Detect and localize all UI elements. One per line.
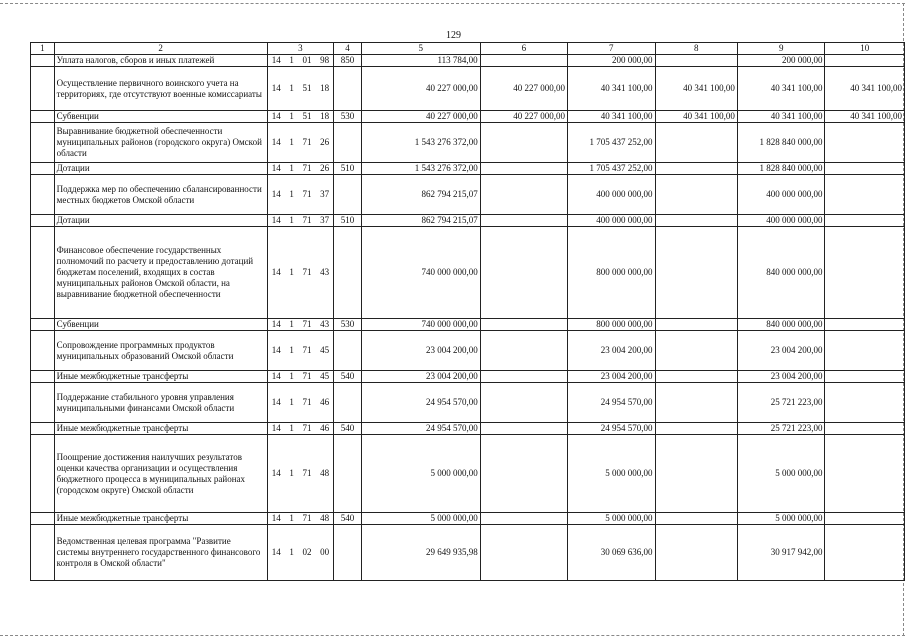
budget-code-part: 14: [271, 319, 281, 329]
budget-code-part: 1: [289, 371, 294, 381]
amount-cell: 40 341 100,00: [737, 67, 825, 111]
column-number-header: 8: [655, 43, 737, 55]
table-row: [31, 371, 905, 383]
budget-code-part: 1: [289, 111, 294, 121]
row-index-cell: [31, 123, 55, 163]
budget-code-part: 14: [271, 215, 281, 225]
budget-code-part: 14: [271, 371, 281, 381]
amount-cell: 1 543 276 372,00: [361, 123, 480, 163]
budget-code-part: 14: [271, 468, 281, 478]
budget-code-part: 71: [302, 468, 312, 478]
budget-code: [270, 137, 331, 148]
budget-code-part: 1: [289, 163, 294, 173]
amount-cell: [825, 423, 905, 435]
budget-code-cell: [267, 513, 333, 525]
table-row: [31, 163, 905, 175]
budget-code-cell: [267, 111, 333, 123]
budget-code-part: 71: [302, 319, 312, 329]
row-name-cell: Выравнивание бюджетной обеспеченности муниципальных районов (городского округа) Омской области: [54, 123, 267, 163]
row-name-cell: Субвенции: [54, 319, 267, 331]
amount-cell: 30 069 636,00: [567, 525, 655, 581]
amount-cell: [655, 55, 737, 67]
budget-code-cell: [267, 435, 333, 513]
amount-cell: [825, 525, 905, 581]
budget-code: [270, 397, 331, 408]
column-number-header: 7: [567, 43, 655, 55]
amount-cell: [655, 371, 737, 383]
budget-code-part: 71: [302, 163, 312, 173]
row-name-cell: Иные межбюджетные трансферты: [54, 423, 267, 435]
amount-cell: [825, 331, 905, 371]
budget-code: [270, 513, 331, 524]
amount-cell: 1 705 437 252,00: [567, 163, 655, 175]
budget-code-part: 02: [302, 547, 312, 557]
budget-code-part: 14: [271, 137, 281, 147]
amount-cell: [825, 163, 905, 175]
row-name-cell: Ведомственная целевая программа "Развитие системы внутреннего государственного финансового контроля в Омской области": [54, 525, 267, 581]
budget-code-part: 14: [271, 267, 281, 277]
budget-code-part: 71: [302, 371, 312, 381]
budget-code-part: 1: [289, 547, 294, 557]
amount-cell: 40 341 100,00: [825, 67, 905, 111]
row-index-cell: [31, 513, 55, 525]
budget-code: [270, 371, 331, 382]
amount-cell: 40 341 100,00: [655, 111, 737, 123]
column-number-header: 2: [54, 43, 267, 55]
row-name-cell: Субвенции: [54, 111, 267, 123]
budget-code: [270, 215, 331, 226]
amount-cell: 23 004 200,00: [361, 331, 480, 371]
amount-cell: 40 227 000,00: [480, 111, 567, 123]
budget-code-part: 71: [302, 215, 312, 225]
amount-cell: 840 000 000,00: [737, 319, 825, 331]
budget-code-part: 43: [320, 267, 330, 277]
amount-cell: [655, 525, 737, 581]
amount-cell: 24 954 570,00: [567, 383, 655, 423]
amount-cell: 5 000 000,00: [567, 435, 655, 513]
budget-code-part: 18: [320, 83, 330, 93]
budget-code: [270, 468, 331, 479]
amount-cell: 1 828 840 000,00: [737, 163, 825, 175]
amount-cell: 40 227 000,00: [361, 111, 480, 123]
row-name-cell: Поддержка мер по обеспечению сбалансированности местных бюджетов Омской области: [54, 175, 267, 215]
expense-type-cell: [334, 435, 362, 513]
page-number: 129: [446, 30, 461, 41]
amount-cell: [655, 383, 737, 423]
amount-cell: 23 004 200,00: [737, 331, 825, 371]
budget-code-part: 43: [320, 319, 330, 329]
amount-cell: [480, 123, 567, 163]
amount-cell: 740 000 000,00: [361, 319, 480, 331]
budget-code-part: 37: [320, 215, 330, 225]
budget-code-part: 1: [289, 423, 294, 433]
scan-edge-top: [0, 3, 905, 4]
row-index-cell: [31, 319, 55, 331]
budget-code-cell: [267, 371, 333, 383]
table-row: [31, 227, 905, 319]
budget-code-part: 71: [302, 345, 312, 355]
row-index-cell: [31, 423, 55, 435]
amount-cell: [655, 513, 737, 525]
expense-type-cell: 850: [334, 55, 362, 67]
amount-cell: [825, 215, 905, 227]
amount-cell: [655, 215, 737, 227]
row-name-cell: Поддержание стабильного уровня управления муниципальными финансами Омской области: [54, 383, 267, 423]
amount-cell: 862 794 215,07: [361, 175, 480, 215]
amount-cell: 40 227 000,00: [480, 67, 567, 111]
budget-code-part: 26: [320, 163, 330, 173]
amount-cell: [480, 525, 567, 581]
amount-cell: [480, 371, 567, 383]
budget-code-cell: [267, 67, 333, 111]
budget-code-part: 1: [289, 55, 294, 65]
budget-code-part: 1: [289, 137, 294, 147]
row-name-cell: Иные межбюджетные трансферты: [54, 371, 267, 383]
amount-cell: [825, 319, 905, 331]
amount-cell: 40 341 100,00: [737, 111, 825, 123]
amount-cell: [480, 331, 567, 371]
table-row: [31, 423, 905, 435]
table-row: [31, 525, 905, 581]
expense-type-cell: [334, 175, 362, 215]
budget-code-cell: [267, 423, 333, 435]
amount-cell: 400 000 000,00: [567, 175, 655, 215]
budget-code-part: 14: [271, 189, 281, 199]
table-row: [31, 175, 905, 215]
budget-code-part: 45: [320, 345, 330, 355]
amount-cell: 5 000 000,00: [361, 513, 480, 525]
budget-code: [270, 163, 331, 174]
amount-cell: [825, 513, 905, 525]
expense-type-cell: [334, 227, 362, 319]
budget-code: [270, 83, 331, 94]
row-name-cell: Осуществление первичного воинского учета на территориях, где отсутствуют военные комиссариаты: [54, 67, 267, 111]
budget-code-part: 71: [302, 137, 312, 147]
expense-type-cell: 530: [334, 111, 362, 123]
amount-cell: [480, 423, 567, 435]
row-name-cell: Уплата налогов, сборов и иных платежей: [54, 55, 267, 67]
budget-code-cell: [267, 331, 333, 371]
amount-cell: 400 000 000,00: [737, 175, 825, 215]
budget-code-part: 14: [271, 55, 281, 65]
column-number-header: 6: [480, 43, 567, 55]
amount-cell: 40 341 100,00: [567, 67, 655, 111]
amount-cell: 200 000,00: [737, 55, 825, 67]
budget-code-part: 1: [289, 397, 294, 407]
budget-code-cell: [267, 163, 333, 175]
amount-cell: 5 000 000,00: [737, 513, 825, 525]
row-name-cell: Сопровождение программных продуктов муниципальных образований Омской области: [54, 331, 267, 371]
amount-cell: [655, 423, 737, 435]
amount-cell: 5 000 000,00: [361, 435, 480, 513]
amount-cell: [480, 319, 567, 331]
amount-cell: 25 721 223,00: [737, 383, 825, 423]
row-index-cell: [31, 67, 55, 111]
budget-code-cell: [267, 227, 333, 319]
amount-cell: 840 000 000,00: [737, 227, 825, 319]
table-row: [31, 67, 905, 111]
row-name-cell: Поощрение достижения наилучших результатов оценки качества организации и осуществления бюджетного процесса в муниципальных районах (городском округе) Омской области: [54, 435, 267, 513]
amount-cell: 5 000 000,00: [567, 513, 655, 525]
expense-type-cell: 530: [334, 319, 362, 331]
amount-cell: 800 000 000,00: [567, 319, 655, 331]
budget-code-part: 46: [320, 423, 330, 433]
budget-code-part: 98: [320, 55, 330, 65]
budget-code-part: 14: [271, 423, 281, 433]
amount-cell: 400 000 000,00: [737, 215, 825, 227]
amount-cell: 23 004 200,00: [361, 371, 480, 383]
budget-code-part: 48: [320, 468, 330, 478]
row-index-cell: [31, 371, 55, 383]
budget-code: [270, 319, 331, 330]
amount-cell: [825, 175, 905, 215]
budget-code-part: 14: [271, 547, 281, 557]
amount-cell: 23 004 200,00: [567, 371, 655, 383]
amount-cell: [825, 123, 905, 163]
row-name-cell: Иные межбюджетные трансферты: [54, 513, 267, 525]
budget-code-part: 14: [271, 111, 281, 121]
amount-cell: [825, 435, 905, 513]
budget-code-part: 14: [271, 163, 281, 173]
budget-code-part: 1: [289, 513, 294, 523]
budget-code-cell: [267, 319, 333, 331]
budget-code-part: 48: [320, 513, 330, 523]
row-index-cell: [31, 435, 55, 513]
amount-cell: 200 000,00: [567, 55, 655, 67]
budget-code-cell: [267, 525, 333, 581]
table-row: [31, 331, 905, 371]
amount-cell: [480, 215, 567, 227]
budget-code-part: 00: [320, 547, 330, 557]
budget-code-part: 1: [289, 468, 294, 478]
budget-code: [270, 55, 331, 66]
amount-cell: 24 954 570,00: [567, 423, 655, 435]
amount-cell: 113 784,00: [361, 55, 480, 67]
scan-edge-bottom: [0, 635, 905, 636]
column-number-header: 1: [31, 43, 55, 55]
budget-code-part: 18: [320, 111, 330, 121]
row-index-cell: [31, 227, 55, 319]
budget-code: [270, 547, 331, 558]
amount-cell: [655, 175, 737, 215]
budget-code-cell: [267, 123, 333, 163]
budget-code-part: 1: [289, 83, 294, 93]
amount-cell: [480, 383, 567, 423]
amount-cell: [825, 371, 905, 383]
amount-cell: 25 721 223,00: [737, 423, 825, 435]
expense-type-cell: [334, 67, 362, 111]
budget-code: [270, 111, 331, 122]
budget-code: [270, 267, 331, 278]
expense-type-cell: 540: [334, 423, 362, 435]
column-number-header: 10: [825, 43, 905, 55]
budget-code: [270, 423, 331, 434]
row-index-cell: [31, 163, 55, 175]
budget-code-part: 51: [302, 111, 312, 121]
amount-cell: [655, 435, 737, 513]
budget-code-part: 14: [271, 345, 281, 355]
budget-code: [270, 189, 331, 200]
budget-code-part: 1: [289, 319, 294, 329]
amount-cell: 23 004 200,00: [737, 371, 825, 383]
budget-code-part: 1: [289, 215, 294, 225]
amount-cell: 740 000 000,00: [361, 227, 480, 319]
budget-code-part: 51: [302, 83, 312, 93]
budget-code-part: 14: [271, 513, 281, 523]
budget-code-part: 1: [289, 267, 294, 277]
amount-cell: 400 000 000,00: [567, 215, 655, 227]
table-row: [31, 215, 905, 227]
amount-cell: 800 000 000,00: [567, 227, 655, 319]
budget-code-part: 1: [289, 345, 294, 355]
expense-type-cell: [334, 525, 362, 581]
amount-cell: 23 004 200,00: [567, 331, 655, 371]
budget-table: [30, 42, 905, 581]
budget-code-part: 26: [320, 137, 330, 147]
budget-code-part: 71: [302, 267, 312, 277]
amount-cell: 29 649 935,98: [361, 525, 480, 581]
row-name-cell: Финансовое обеспечение государственных полномочий по расчету и предоставлению дотаций бюджетам поселений, входящих в состав муниципальных районов Омской области, на выравнивание бюджетной обеспеченности: [54, 227, 267, 319]
amount-cell: 1 705 437 252,00: [567, 123, 655, 163]
row-index-cell: [31, 331, 55, 371]
column-number-header: 4: [334, 43, 362, 55]
table-row: [31, 383, 905, 423]
table-row: [31, 513, 905, 525]
table-row: [31, 435, 905, 513]
table-row: [31, 55, 905, 67]
budget-code-part: 71: [302, 513, 312, 523]
amount-cell: [655, 123, 737, 163]
budget-code-part: 71: [302, 423, 312, 433]
amount-cell: [655, 319, 737, 331]
amount-cell: [825, 227, 905, 319]
expense-type-cell: [334, 123, 362, 163]
amount-cell: [480, 435, 567, 513]
amount-cell: [655, 163, 737, 175]
row-name-cell: Дотации: [54, 215, 267, 227]
budget-code-cell: [267, 215, 333, 227]
budget-code-part: 01: [302, 55, 312, 65]
expense-type-cell: 540: [334, 513, 362, 525]
row-index-cell: [31, 525, 55, 581]
budget-code-part: 45: [320, 371, 330, 381]
budget-code-cell: [267, 175, 333, 215]
table-header-row: [31, 43, 905, 55]
amount-cell: 40 341 100,00: [567, 111, 655, 123]
amount-cell: 24 954 570,00: [361, 383, 480, 423]
amount-cell: [655, 227, 737, 319]
amount-cell: 5 000 000,00: [737, 435, 825, 513]
amount-cell: 40 341 100,00: [655, 67, 737, 111]
row-index-cell: [31, 383, 55, 423]
budget-code-part: 14: [271, 83, 281, 93]
budget-code-part: 1: [289, 189, 294, 199]
budget-code-part: 71: [302, 189, 312, 199]
budget-code-part: 71: [302, 397, 312, 407]
budget-code-part: 37: [320, 189, 330, 199]
row-index-cell: [31, 175, 55, 215]
table-row: [31, 111, 905, 123]
amount-cell: 40 341 100,00: [825, 111, 905, 123]
amount-cell: [480, 55, 567, 67]
column-number-header: 9: [737, 43, 825, 55]
expense-type-cell: [334, 331, 362, 371]
amount-cell: 24 954 570,00: [361, 423, 480, 435]
budget-code-part: 46: [320, 397, 330, 407]
expense-type-cell: 510: [334, 163, 362, 175]
expense-type-cell: [334, 383, 362, 423]
amount-cell: [480, 513, 567, 525]
row-name-cell: Дотации: [54, 163, 267, 175]
table-row: [31, 123, 905, 163]
amount-cell: [655, 331, 737, 371]
column-number-header: 3: [267, 43, 333, 55]
expense-type-cell: 510: [334, 215, 362, 227]
amount-cell: [480, 227, 567, 319]
column-number-header: 5: [361, 43, 480, 55]
amount-cell: [480, 175, 567, 215]
amount-cell: 1 543 276 372,00: [361, 163, 480, 175]
budget-code-cell: [267, 383, 333, 423]
row-index-cell: [31, 55, 55, 67]
budget-code-part: 14: [271, 397, 281, 407]
amount-cell: [825, 383, 905, 423]
budget-code-cell: [267, 55, 333, 67]
budget-code: [270, 345, 331, 356]
row-index-cell: [31, 215, 55, 227]
amount-cell: 30 917 942,00: [737, 525, 825, 581]
table-row: [31, 319, 905, 331]
row-index-cell: [31, 111, 55, 123]
amount-cell: 40 227 000,00: [361, 67, 480, 111]
amount-cell: 1 828 840 000,00: [737, 123, 825, 163]
amount-cell: 862 794 215,07: [361, 215, 480, 227]
expense-type-cell: 540: [334, 371, 362, 383]
amount-cell: [825, 55, 905, 67]
amount-cell: [480, 163, 567, 175]
